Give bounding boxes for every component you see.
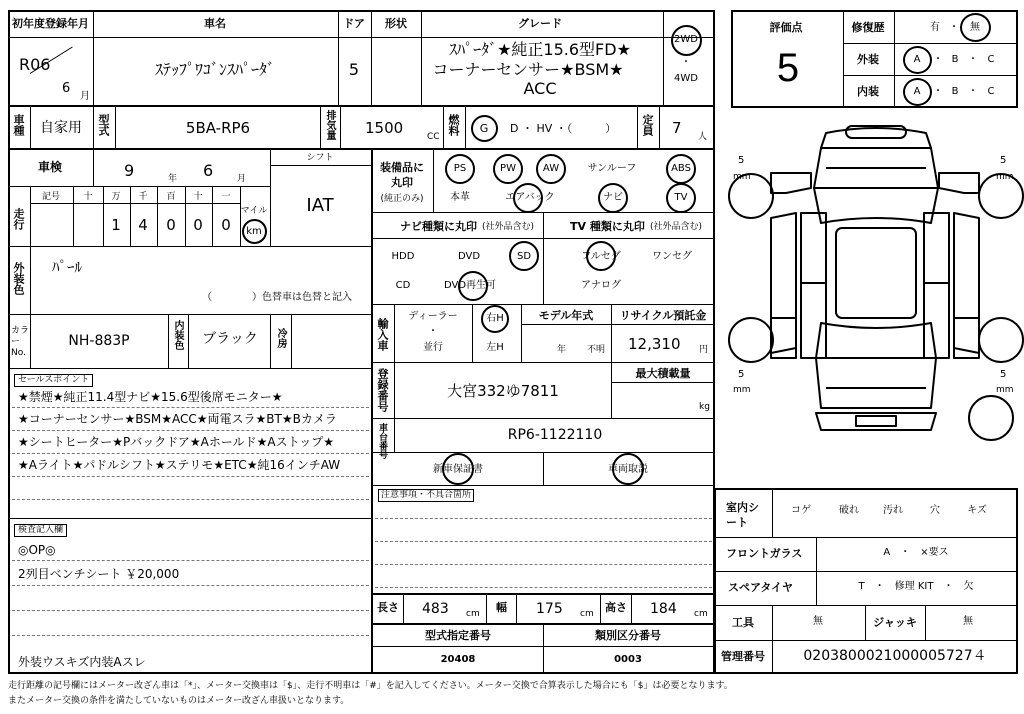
mile-label: マイル bbox=[240, 206, 268, 216]
interior-c: C bbox=[987, 86, 995, 97]
mgmt-label: 管理番号 bbox=[721, 650, 765, 663]
length-label: 長さ bbox=[377, 601, 399, 614]
equip-leather: 本革 bbox=[450, 192, 470, 203]
length-cm: cm bbox=[466, 609, 480, 619]
drive-2wd: 2WD bbox=[674, 34, 698, 45]
tv-type-sub: (社外品含む) bbox=[650, 222, 703, 232]
sales-line-3: ★シートヒーター★Pバックドア★Aホールド★Aストップ★ bbox=[18, 435, 335, 449]
rear-glass bbox=[816, 323, 936, 358]
digit-label-0: 十 bbox=[83, 192, 93, 202]
notes-label: 注意事項・不具合箇所 bbox=[378, 489, 474, 502]
digit-label-3: 百 bbox=[166, 192, 176, 202]
shift-label: シフト bbox=[306, 153, 334, 163]
navi-dvd: DVD bbox=[457, 251, 481, 262]
exterior-b: B bbox=[951, 54, 959, 65]
fuel-g: G bbox=[479, 122, 489, 135]
footer-line-2: またメーター交換の条件を満たしていないものはメーター改ざん車扱いとなります。 bbox=[8, 696, 350, 706]
model-label: 型式 bbox=[97, 114, 110, 136]
capacity-label: 定員 bbox=[641, 114, 654, 136]
inspection-month-unit: 月 bbox=[237, 174, 247, 184]
recycle-label: リサイクル預託金 bbox=[619, 309, 707, 322]
fuel-label: 燃料 bbox=[447, 114, 460, 136]
model-value: 5BA-RP6 bbox=[185, 119, 251, 137]
warranty-label: 新車保証書 bbox=[433, 464, 483, 475]
displacement-value: 1500 bbox=[365, 119, 404, 137]
diagram-tr-num: 5 bbox=[1000, 155, 1007, 166]
mileage-digit-2: 4 bbox=[138, 216, 148, 234]
import-parallel: 並行 bbox=[423, 342, 443, 353]
navi-dvd-play: DVD再生可 bbox=[443, 280, 497, 291]
grade-line2: コーナーセンサー★BSM★ bbox=[432, 60, 624, 79]
color-change-note: （ ）色替車は色替と記入 bbox=[202, 292, 352, 303]
displacement-label: 排気量 bbox=[324, 110, 335, 140]
tv-type-label: TV 種類に丸印 bbox=[570, 220, 645, 233]
mileage-digit-1: 1 bbox=[111, 216, 121, 234]
inspection-month: 6 bbox=[203, 161, 214, 180]
chassis-label: 車台番号 bbox=[377, 423, 387, 459]
seat-item-4: 穴 bbox=[930, 505, 940, 516]
interior-color-label: 内装色 bbox=[172, 320, 183, 350]
mgmt-value: 0203800021000005727４ bbox=[803, 648, 987, 664]
digit-label-2: 千 bbox=[138, 192, 148, 202]
drive-dot: ・ bbox=[681, 57, 691, 68]
import-label: 輸入車 bbox=[376, 318, 389, 351]
equip-ps: PS bbox=[453, 163, 467, 174]
car-name-label: 車名 bbox=[204, 17, 226, 30]
max-load-kg: kg bbox=[699, 402, 710, 412]
height-label: 高さ bbox=[605, 601, 627, 614]
manual-label: 車両取説 bbox=[608, 464, 648, 475]
equip-tv: TV bbox=[674, 192, 688, 203]
equip-abs: ABS bbox=[671, 163, 691, 174]
seat-item-3: 汚れ bbox=[883, 505, 903, 516]
navi-type-sub: (社外品含む) bbox=[482, 222, 535, 232]
import-dot: ・ bbox=[428, 326, 438, 337]
sales-line-2: ★コーナーセンサー★BSM★ACC★両電スラ★BT★Bカメラ bbox=[18, 412, 337, 426]
equip-pw: PW bbox=[500, 163, 516, 174]
diagram-tr-mm: mm bbox=[996, 172, 1014, 182]
drive-4wd: 4WD bbox=[674, 73, 698, 84]
grade-line1: ｽﾊﾟｰﾀﾞ★純正15.6型FD★ bbox=[449, 40, 631, 59]
length-value: 483 bbox=[422, 601, 449, 617]
chassis-value: RP6-1122110 bbox=[507, 427, 603, 443]
class-no-value: 0003 bbox=[614, 654, 642, 665]
color-label: 外装色 bbox=[12, 262, 25, 295]
left-doors bbox=[801, 213, 826, 358]
interior-dot2: ・ bbox=[968, 86, 978, 97]
reg-month-unit: 月 bbox=[80, 91, 90, 102]
equipment-label: 装備品に丸印 bbox=[380, 161, 424, 190]
tv-oneseg: ワンセグ bbox=[652, 251, 692, 262]
equip-airbag: エアバック bbox=[505, 192, 555, 203]
navi-hdd: HDD bbox=[391, 251, 415, 262]
jack-value: 無 bbox=[963, 616, 973, 627]
mileage-digit-5: 0 bbox=[221, 216, 231, 234]
color-no-value: NH-883P bbox=[68, 333, 130, 349]
diagram-tl-num: 5 bbox=[738, 155, 745, 166]
car-name: ｽﾃｯﾌﾟﾜｺﾞﾝｽﾊﾟｰﾀﾞ bbox=[154, 60, 276, 79]
left-side-body bbox=[771, 213, 796, 353]
interior-b: B bbox=[951, 86, 959, 97]
import-right: 右H bbox=[486, 313, 504, 324]
reg-year-label: 初年度登録年月 bbox=[12, 17, 89, 30]
exterior-a: A bbox=[913, 54, 921, 65]
tv-fullseg: フルセグ bbox=[581, 251, 621, 262]
mileage-digit-4: 0 bbox=[193, 216, 203, 234]
type-no-value: 20408 bbox=[440, 654, 476, 665]
import-dealer: ディーラー bbox=[408, 311, 458, 322]
width-label: 幅 bbox=[496, 601, 507, 614]
right-doors bbox=[924, 213, 949, 358]
inspection-year-unit: 年 bbox=[168, 174, 178, 184]
repair-yes: 有 bbox=[930, 22, 940, 33]
digit-label-1: 万 bbox=[111, 192, 121, 202]
seat-item-5: キズ bbox=[967, 505, 987, 516]
interior-dot1: ・ bbox=[933, 86, 943, 97]
sales-line-4: ★Aライト★パドルシフト★ステリモ★ETC★純16インチAW bbox=[18, 458, 341, 472]
ac-label: 冷房 bbox=[275, 328, 286, 348]
equip-sunroof: サンルーフ bbox=[587, 163, 637, 174]
import-left: 左H bbox=[486, 342, 504, 353]
fuel-options: D ・ HV ・（ ） bbox=[510, 122, 617, 135]
exterior-dot2: ・ bbox=[968, 54, 978, 65]
navi-sd: SD bbox=[516, 251, 532, 262]
diagram-tl-mm: mm bbox=[733, 172, 751, 182]
sales-line-1: ★禁煙★純正11.4型ナビ★15.6型後席モニター★ bbox=[18, 390, 283, 404]
navi-type-label: ナビ種類に丸印 bbox=[400, 220, 477, 233]
seat-item-2: 破れ bbox=[839, 505, 859, 516]
glass-value: A ・ ×要ス bbox=[883, 547, 949, 558]
digit-label-5: 一 bbox=[221, 192, 231, 202]
max-load-label: 最大積載量 bbox=[635, 367, 691, 380]
equip-navi: ナビ bbox=[603, 192, 623, 203]
interior-color-value: ブラック bbox=[202, 331, 258, 347]
repair-dot: ・ bbox=[949, 22, 959, 33]
shift-value: IAT bbox=[306, 195, 334, 216]
color-no-label: カラーNo. bbox=[11, 326, 30, 358]
right-side-body bbox=[954, 213, 979, 353]
roof-panel bbox=[836, 228, 916, 318]
score-value: 5 bbox=[776, 46, 800, 90]
repair-no: 無 bbox=[970, 22, 980, 33]
diagram-br-mm: mm bbox=[996, 385, 1014, 395]
model-year-unknown: 不明 bbox=[587, 345, 606, 355]
score-label: 評価点 bbox=[769, 21, 803, 34]
registration-label: 登録番号 bbox=[376, 368, 389, 412]
left-fender-front bbox=[771, 173, 811, 193]
car-body-diagram bbox=[726, 118, 1024, 484]
exterior-c: C bbox=[987, 54, 995, 65]
digit-label-4: 十 bbox=[193, 192, 203, 202]
km-label: km bbox=[246, 226, 262, 237]
reg-month: 6 bbox=[62, 81, 71, 96]
sales-label: セールスポイント bbox=[14, 374, 93, 387]
model-year-unit: 年 bbox=[557, 345, 567, 355]
inspector-line-1: ◎OP◎ bbox=[18, 543, 56, 557]
spare-value: T ・ 修理 KIT ・ 欠 bbox=[858, 581, 974, 592]
diagram-bl-mm: mm bbox=[733, 385, 751, 395]
wheel-rear-right bbox=[979, 318, 1023, 362]
model-year-label: モデル年式 bbox=[538, 309, 594, 322]
interior-a: A bbox=[913, 86, 921, 97]
doors-value: 5 bbox=[348, 60, 360, 79]
interior-label: 内装 bbox=[857, 85, 879, 98]
mileage-label: 走行 bbox=[12, 208, 25, 230]
tailgate bbox=[816, 358, 936, 408]
width-value: 175 bbox=[536, 601, 563, 617]
registration-value: 大宮332ゆ7811 bbox=[447, 382, 559, 400]
mileage-digit-3: 0 bbox=[166, 216, 176, 234]
class-no-label: 類別区分番号 bbox=[595, 629, 661, 642]
height-cm: cm bbox=[694, 609, 708, 619]
tools-value: 無 bbox=[813, 616, 823, 627]
rear-plate bbox=[856, 416, 896, 426]
tools-label: 工具 bbox=[732, 616, 754, 629]
usage-label: 車種 bbox=[12, 114, 25, 136]
glass-label: フロントガラス bbox=[726, 547, 803, 560]
color-value: ﾊﾟｰﾙ bbox=[52, 258, 83, 276]
width-cm: cm bbox=[580, 609, 594, 619]
height-value: 184 bbox=[650, 601, 677, 617]
doors-label: ドア bbox=[343, 17, 365, 30]
wheel-rear-left bbox=[729, 318, 773, 362]
shape-label: 形状 bbox=[385, 17, 407, 30]
type-no-label: 型式指定番号 bbox=[425, 629, 491, 642]
exterior-dot1: ・ bbox=[933, 54, 943, 65]
inspector-line-5: 外装ウスキズ内装Aスレ bbox=[18, 655, 146, 669]
person-unit: 人 bbox=[698, 132, 708, 142]
mark-label: 記号 bbox=[41, 192, 61, 202]
diagram-bl-num: 5 bbox=[738, 369, 745, 380]
jack-label: ジャッキ bbox=[873, 616, 917, 629]
spare-label: スペアタイヤ bbox=[728, 581, 794, 594]
seat-label: 室内シート bbox=[726, 501, 759, 530]
right-fender-front bbox=[939, 173, 979, 193]
navi-cd: CD bbox=[395, 280, 411, 291]
diagram-br-num: 5 bbox=[1000, 369, 1007, 380]
seat-item-1: コゲ bbox=[791, 505, 811, 516]
equip-aw: AW bbox=[542, 163, 560, 174]
footer-line-1: 走行距離の記号欄にはメーター改ざん車は「*」、メーター交換車は「$」、走行不明車は「#」を記入してください。メーター交換で合算表示した場合にも「$」は必要となります。 bbox=[8, 681, 733, 691]
tv-analog: アナログ bbox=[581, 280, 621, 291]
grade-line3: ACC bbox=[523, 79, 557, 98]
equipment-sublabel: (純正のみ) bbox=[380, 194, 424, 204]
inspector-line-2: 2列目ベンチシート ￥20,000 bbox=[18, 567, 180, 581]
usage-value: 自家用 bbox=[40, 120, 82, 136]
recycle-value: 12,310 bbox=[628, 335, 681, 353]
grade-label: グレード bbox=[518, 17, 562, 30]
exterior-label: 外装 bbox=[857, 53, 879, 66]
repair-label: 修復歴 bbox=[851, 21, 885, 34]
recycle-yen: 円 bbox=[699, 345, 709, 355]
inspection-label: 車検 bbox=[38, 160, 63, 174]
inspector-label: 検査記入欄 bbox=[14, 524, 67, 537]
inspection-year: 9 bbox=[124, 161, 135, 180]
capacity-value: 7 bbox=[672, 119, 682, 137]
reg-year: R06 bbox=[19, 55, 51, 74]
cc-unit: CC bbox=[427, 132, 440, 142]
windshield bbox=[814, 188, 938, 223]
spare-tire bbox=[969, 396, 1013, 440]
